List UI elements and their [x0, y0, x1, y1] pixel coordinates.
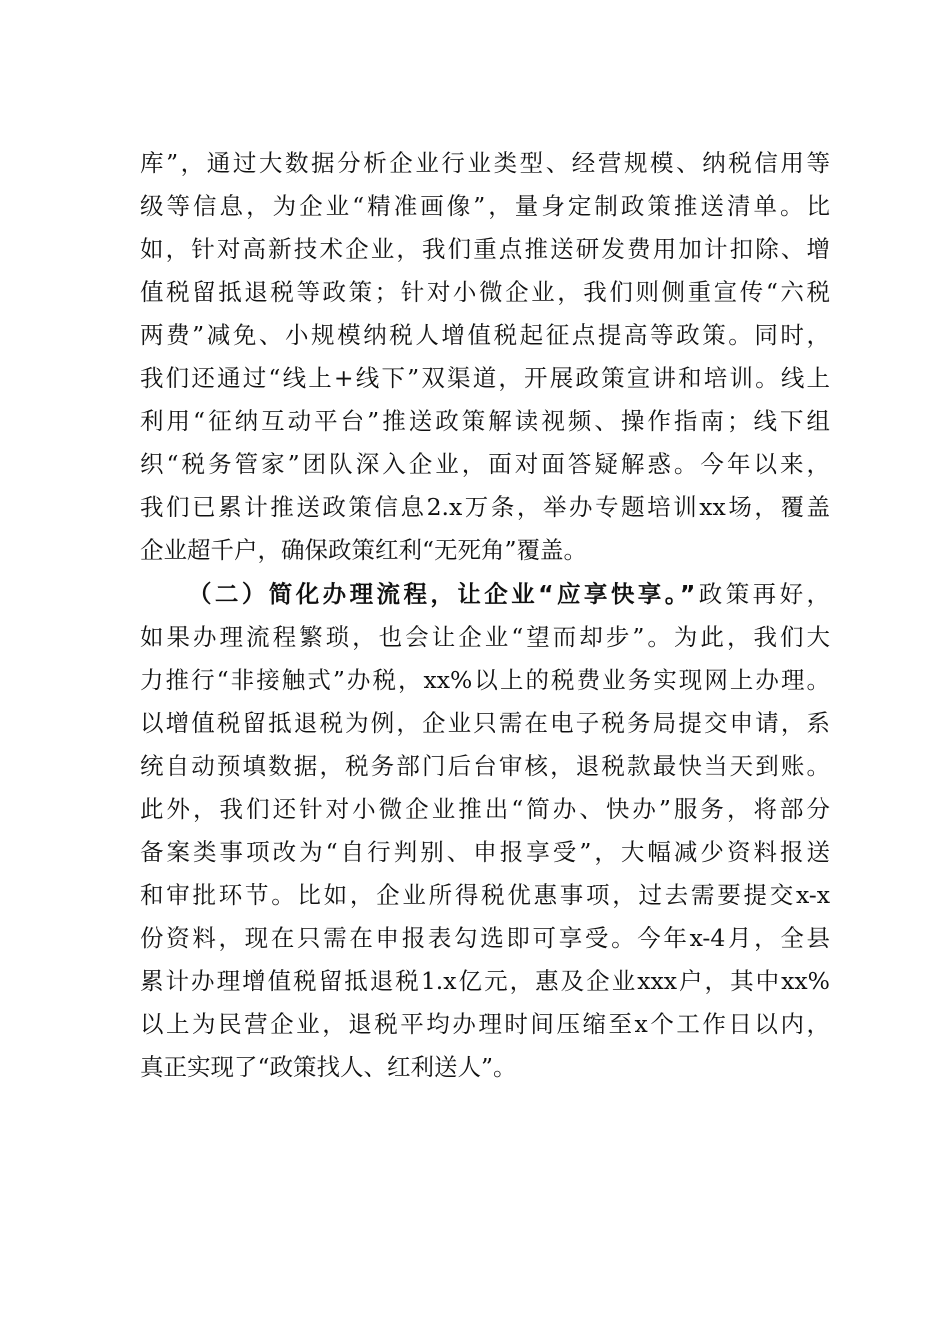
text-line: 我们还通过“线上+线下”双渠道，开展政策宣讲和培训。线上 [140, 364, 830, 392]
text-line: 统自动预填数据，税务部门后台审核，退税款最快当天到账。 [140, 752, 830, 780]
text-line: 级等信息，为企业“精准画像”，量身定制政策推送清单。比 [140, 192, 830, 220]
text-line: 此外，我们还针对小微企业推出“简办、快办”服务，将部分 [140, 795, 830, 823]
text-line: 如，针对高新技术企业，我们重点推送研发费用加计扣除、增 [140, 235, 830, 263]
text-line: 库”，通过大数据分析企业行业类型、经营规模、纳税信用等 [140, 149, 830, 177]
text-line: 以上为民营企业，退税平均办理时间压缩至x个工作日以内， [140, 1010, 830, 1038]
text-line: 累计办理增值税留抵退税1.x亿元，惠及企业xxx户，其中xx% [140, 967, 830, 995]
heading-line-text: 政策再好， [695, 580, 831, 608]
text-line: 备案类事项改为“自行判别、申报享受”，大幅减少资料报送 [140, 838, 830, 866]
text-line: 和审批环节。比如，企业所得税优惠事项，过去需要提交x-x [140, 881, 830, 909]
text-line: 我们已累计推送政策信息2.x万条，举办专题培训xx场，覆盖 [140, 493, 830, 521]
text-line: 力推行“非接触式”办税，xx%以上的税费业务实现网上办理。 [140, 666, 830, 694]
text-line: 企业超千户，确保政策红利“无死角”覆盖。 [140, 536, 588, 564]
text-line: 如果办理流程繁琐，也会让企业“望而却步”。为此，我们大 [140, 623, 830, 651]
text-line: 织“税务管家”团队深入企业，面对面答疑解惑。今年以来， [140, 450, 830, 478]
section-first-line [188, 574, 830, 614]
text-line: 份资料，现在只需在申报表勾选即可享受。今年x-4月，全县 [140, 924, 830, 952]
text-line: 利用“征纳互动平台”推送政策解读视频、操作指南；线下组 [140, 407, 830, 435]
section-heading: （二）简化办理流程，让企业“应享快享。” [188, 580, 696, 608]
text-line: 真正实现了“政策找人、红利送人”。 [140, 1053, 517, 1081]
text-line: 以增值税留抵退税为例，企业只需在电子税务局提交申请，系 [140, 709, 830, 737]
text-line: 值税留抵退税等政策；针对小微企业，我们则侧重宣传“六税 [140, 278, 830, 306]
text-line: 两费”减免、小规模纳税人增值税起征点提高等政策。同时， [140, 321, 830, 349]
